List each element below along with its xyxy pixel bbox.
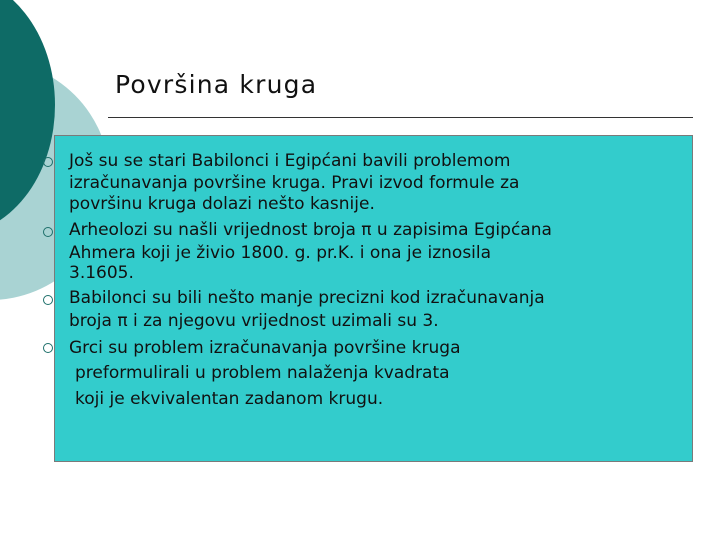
- title-divider: [108, 117, 693, 118]
- list-item-line: 3.1605.: [69, 263, 134, 283]
- bullet-icon: [43, 295, 53, 305]
- slide-title: Površina kruga: [115, 70, 318, 99]
- list-item-line: preformulirali u problem nalaženja kvadrata: [75, 363, 450, 383]
- bullet-icon: [43, 227, 53, 237]
- list-item-line: koji je ekvivalentan zadanom krugu.: [75, 389, 384, 409]
- list-item-line: izračunavanja površine kruga. Pravi izvod formule za: [69, 173, 520, 193]
- bullet-icon: [43, 343, 53, 353]
- list-item-line: Arheolozi su našli vrijednost broja π u zapisima Egipćana: [69, 220, 552, 240]
- list-item-line: Grci su problem izračunavanja površine kruga: [69, 338, 461, 358]
- list-item-line: Još su se stari Babilonci i Egipćani bavili problemom: [69, 151, 511, 171]
- list-item-line: površinu kruga dolazi nešto kasnije.: [69, 194, 375, 214]
- list-item-line: Babilonci su bili nešto manje precizni kod izračunavanja: [69, 288, 545, 308]
- list-item-line: broja π i za njegovu vrijednost uzimali su 3.: [69, 311, 439, 331]
- list-item-line: Ahmera koji je živio 1800. g. pr.K. i ona je iznosila: [69, 243, 492, 263]
- bullet-icon: [43, 157, 53, 167]
